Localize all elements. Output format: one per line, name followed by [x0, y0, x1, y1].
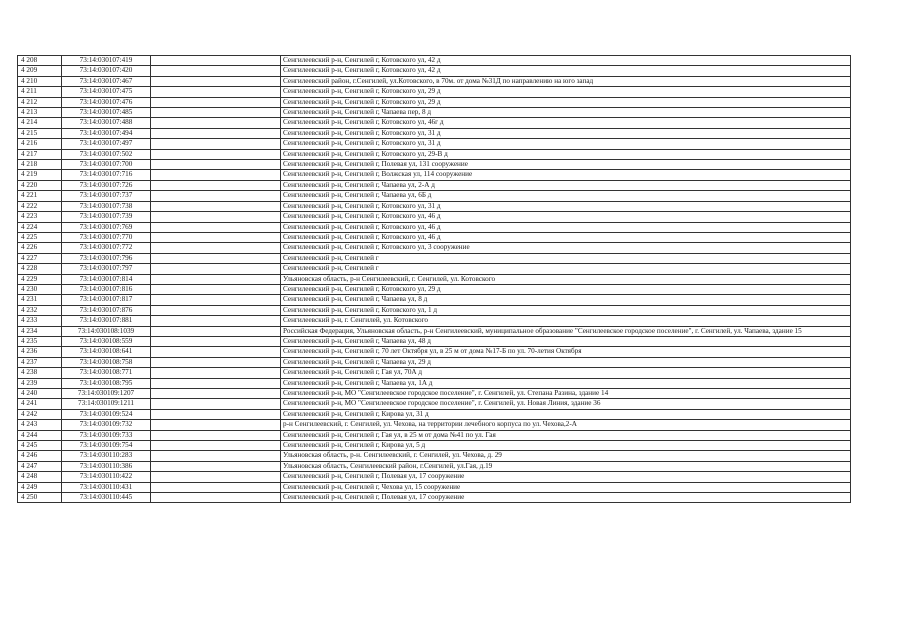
cadastral-number-cell: 73:14:030107:700 [62, 160, 151, 170]
cadastral-number-cell: 73:14:030108:1039 [62, 326, 151, 336]
address-cell: Сенгилеевский р-н, Сенгилей г, Чапаева ул, 1А д [281, 378, 851, 388]
cadastral-number-cell: 73:14:030109:524 [62, 409, 151, 419]
row-number-cell: 4 232 [18, 305, 62, 315]
table-row [18, 357, 851, 367]
row-number-cell: 4 250 [18, 493, 62, 503]
cadastral-number-cell: 73:14:030107:419 [62, 56, 151, 66]
row-number-cell: 4 226 [18, 243, 62, 253]
table-row [18, 232, 851, 242]
cadastral-number-cell: 73:14:030110:283 [62, 451, 151, 461]
table-row [18, 170, 851, 180]
empty-cell [151, 472, 281, 482]
empty-cell [151, 243, 281, 253]
cadastral-number-cell: 73:14:030107:881 [62, 316, 151, 326]
address-cell: Сенгилеевский р-н, Сенгилей г, Котовского ул, 31 д [281, 201, 851, 211]
row-number-cell: 4 229 [18, 274, 62, 284]
cadastral-number-cell: 73:14:030107:716 [62, 170, 151, 180]
row-number-cell: 4 246 [18, 451, 62, 461]
row-number-cell: 4 245 [18, 441, 62, 451]
address-cell: Сенгилеевский р-н, Сенгилей г, Волжская ул, 114 сооружение [281, 170, 851, 180]
address-cell: Сенгилеевский р-н, Сенгилей г, Котовского ул, 29 д [281, 284, 851, 294]
address-cell: Сенгилеевский р-н, МО "Сенгилеевское городское поселение", г. Сенгилей, ул. Степана Разина, здание 14 [281, 389, 851, 399]
cadastral-number-cell: 73:14:030109:732 [62, 420, 151, 430]
cadastral-number-cell: 73:14:030110:386 [62, 461, 151, 471]
row-number-cell: 4 209 [18, 66, 62, 76]
table-row [18, 108, 851, 118]
table-row [18, 97, 851, 107]
cadastral-number-cell: 73:14:030107:816 [62, 284, 151, 294]
table-row [18, 284, 851, 294]
address-cell: Сенгилеевский р-н, Сенгилей г, Котовского ул, 46г д [281, 118, 851, 128]
registry-table [17, 55, 851, 503]
cadastral-number-cell: 73:14:030107:476 [62, 97, 151, 107]
empty-cell [151, 87, 281, 97]
address-cell: Сенгилеевский р-н, Сенгилей г, Котовского ул, 29 д [281, 97, 851, 107]
empty-cell [151, 128, 281, 138]
table-row [18, 274, 851, 284]
row-number-cell: 4 214 [18, 118, 62, 128]
row-number-cell: 4 218 [18, 160, 62, 170]
table-row [18, 420, 851, 430]
address-cell: Сенгилеевский р-н, Сенгилей г, Чапаева ул, 2-А д [281, 180, 851, 190]
row-number-cell: 4 216 [18, 139, 62, 149]
cadastral-number-cell: 73:14:030109:1211 [62, 399, 151, 409]
cadastral-number-cell: 73:14:030107:467 [62, 76, 151, 86]
table-row [18, 180, 851, 190]
empty-cell [151, 389, 281, 399]
empty-cell [151, 368, 281, 378]
row-number-cell: 4 239 [18, 378, 62, 388]
row-number-cell: 4 248 [18, 472, 62, 482]
cadastral-number-cell: 73:14:030107:796 [62, 253, 151, 263]
table-row [18, 493, 851, 503]
empty-cell [151, 160, 281, 170]
address-cell: Сенгилеевский р-н, Сенгилей г, Котовского ул, 42 д [281, 56, 851, 66]
address-cell: Сенгилеевский р-н, Сенгилей г, Кирова ул, 31 д [281, 409, 851, 419]
table-row [18, 482, 851, 492]
empty-cell [151, 347, 281, 357]
address-cell: Сенгилеевский р-н, Сенгилей г, Чапаева ул, 48 д [281, 336, 851, 346]
empty-cell [151, 180, 281, 190]
empty-cell [151, 97, 281, 107]
address-cell: Сенгилеевский р-н, Сенгилей г, Котовского ул, 46 д [281, 222, 851, 232]
row-number-cell: 4 222 [18, 201, 62, 211]
empty-cell [151, 399, 281, 409]
address-cell: Российская Федерация, Ульяновская область, р-н Сенгилеевский, муниципальное образование "Сенгилеевское городское поселение", г. Сенгилей, ул. Чапаева, здание 15 [281, 326, 851, 336]
table-row [18, 264, 851, 274]
empty-cell [151, 274, 281, 284]
cadastral-number-cell: 73:14:030107:772 [62, 243, 151, 253]
table-row [18, 87, 851, 97]
row-number-cell: 4 242 [18, 409, 62, 419]
cadastral-number-cell: 73:14:030109:1207 [62, 389, 151, 399]
empty-cell [151, 430, 281, 440]
address-cell: Сенгилеевский р-н, Сенгилей г, Чапаева ул, 6Б д [281, 191, 851, 201]
cadastral-number-cell: 73:14:030107:876 [62, 305, 151, 315]
cadastral-number-cell: 73:14:030109:733 [62, 430, 151, 440]
empty-cell [151, 76, 281, 86]
address-cell: Сенгилеевский р-н, МО "Сенгилеевское городское поселение", г. Сенгилей, ул. Новая Линия, здание 36 [281, 399, 851, 409]
cadastral-number-cell: 73:14:030108:641 [62, 347, 151, 357]
cadastral-number-cell: 73:14:030107:770 [62, 232, 151, 242]
empty-cell [151, 461, 281, 471]
row-number-cell: 4 215 [18, 128, 62, 138]
empty-cell [151, 336, 281, 346]
table-row [18, 441, 851, 451]
row-number-cell: 4 241 [18, 399, 62, 409]
address-cell: Сенгилеевский район, г.Сенгилей, ул.Котовского, в 70м. от дома №31Д по направлению на юго запад [281, 76, 851, 86]
address-cell: Сенгилеевский р-н, Сенгилей г, Котовского ул, 3 сооружение [281, 243, 851, 253]
cadastral-number-cell: 73:14:030107:726 [62, 180, 151, 190]
address-cell: Сенгилеевский р-н, Сенгилей г, Кирова ул, 5 д [281, 441, 851, 451]
table-row [18, 409, 851, 419]
address-cell: р-н Сенгилеевский, г. Сенгилей, ул. Чехова, на территории лечебного корпуса по ул. Чехова,2-А [281, 420, 851, 430]
row-number-cell: 4 221 [18, 191, 62, 201]
table-row [18, 201, 851, 211]
cadastral-number-cell: 73:14:030108:758 [62, 357, 151, 367]
empty-cell [151, 191, 281, 201]
table-row [18, 368, 851, 378]
address-cell: Сенгилеевский р-н, Сенгилей г [281, 253, 851, 263]
row-number-cell: 4 243 [18, 420, 62, 430]
table-row [18, 451, 851, 461]
table-row [18, 149, 851, 159]
empty-cell [151, 409, 281, 419]
table-row [18, 461, 851, 471]
cadastral-number-cell: 73:14:030107:738 [62, 201, 151, 211]
address-cell: Сенгилеевский р-н, Сенгилей г, Котовского ул, 31 д [281, 139, 851, 149]
table-row [18, 336, 851, 346]
row-number-cell: 4 234 [18, 326, 62, 336]
address-cell: Сенгилеевский р-н, Сенгилей г, Котовского ул, 46 д [281, 232, 851, 242]
table-row [18, 253, 851, 263]
empty-cell [151, 264, 281, 274]
table-row [18, 212, 851, 222]
cadastral-number-cell: 73:14:030107:737 [62, 191, 151, 201]
address-cell: Сенгилеевский р-н, Сенгилей г, Полевая ул, 131 сооружение [281, 160, 851, 170]
empty-cell [151, 66, 281, 76]
cadastral-number-cell: 73:14:030107:739 [62, 212, 151, 222]
address-cell: Сенгилеевский р-н, Сенгилей г, Котовского ул, 46 д [281, 212, 851, 222]
cadastral-number-cell: 73:14:030110:431 [62, 482, 151, 492]
empty-cell [151, 420, 281, 430]
table-row [18, 243, 851, 253]
empty-cell [151, 232, 281, 242]
address-cell: Ульяновская область, Сенгилеевский район, г.Сенгилей, ул.Гая, д.19 [281, 461, 851, 471]
empty-cell [151, 451, 281, 461]
table-row [18, 76, 851, 86]
row-number-cell: 4 249 [18, 482, 62, 492]
address-cell: Сенгилеевский р-н, Сенгилей г, Чапаева ул, 29 д [281, 357, 851, 367]
table-row [18, 56, 851, 66]
empty-cell [151, 139, 281, 149]
address-cell: Сенгилеевский р-н, г. Сенгилей, ул. Котовского [281, 316, 851, 326]
cadastral-number-cell: 73:14:030108:559 [62, 336, 151, 346]
row-number-cell: 4 237 [18, 357, 62, 367]
table-row [18, 472, 851, 482]
row-number-cell: 4 235 [18, 336, 62, 346]
cadastral-number-cell: 73:14:030107:485 [62, 108, 151, 118]
address-cell: Сенгилеевский р-н, Сенгилей г, Котовского ул, 1 д [281, 305, 851, 315]
table-row [18, 118, 851, 128]
address-cell: Сенгилеевский р-н, Сенгилей г, Полевая ул, 17 сооружение [281, 472, 851, 482]
cadastral-number-cell: 73:14:030107:497 [62, 139, 151, 149]
row-number-cell: 4 233 [18, 316, 62, 326]
row-number-cell: 4 228 [18, 264, 62, 274]
empty-cell [151, 326, 281, 336]
empty-cell [151, 170, 281, 180]
cadastral-number-cell: 73:14:030107:502 [62, 149, 151, 159]
row-number-cell: 4 211 [18, 87, 62, 97]
cadastral-number-cell: 73:14:030110:422 [62, 472, 151, 482]
empty-cell [151, 201, 281, 211]
empty-cell [151, 441, 281, 451]
empty-cell [151, 378, 281, 388]
empty-cell [151, 108, 281, 118]
row-number-cell: 4 231 [18, 295, 62, 305]
cadastral-number-cell: 73:14:030107:797 [62, 264, 151, 274]
row-number-cell: 4 225 [18, 232, 62, 242]
empty-cell [151, 295, 281, 305]
empty-cell [151, 284, 281, 294]
table-row [18, 191, 851, 201]
row-number-cell: 4 238 [18, 368, 62, 378]
table-row [18, 347, 851, 357]
empty-cell [151, 316, 281, 326]
table-row [18, 378, 851, 388]
address-cell: Ульяновская область, р-н. Сенгилеевский, г. Сенгилей, ул. Чехова, д. 29 [281, 451, 851, 461]
table-body [18, 56, 851, 503]
empty-cell [151, 118, 281, 128]
address-cell: Сенгилеевский р-н, Сенгилей г [281, 264, 851, 274]
row-number-cell: 4 212 [18, 97, 62, 107]
cadastral-number-cell: 73:14:030107:817 [62, 295, 151, 305]
address-cell: Сенгилеевский р-н, Сенгилей г, Котовского ул, 42 д [281, 66, 851, 76]
row-number-cell: 4 236 [18, 347, 62, 357]
row-number-cell: 4 210 [18, 76, 62, 86]
empty-cell [151, 56, 281, 66]
row-number-cell: 4 230 [18, 284, 62, 294]
cadastral-number-cell: 73:14:030108:771 [62, 368, 151, 378]
table-row [18, 399, 851, 409]
empty-cell [151, 305, 281, 315]
address-cell: Сенгилеевский р-н, Сенгилей г, 70 лет Октября ул, в 25 м от дома №17-Б по ул. 70-летия Октября [281, 347, 851, 357]
cadastral-number-cell: 73:14:030107:494 [62, 128, 151, 138]
address-cell: Сенгилеевский р-н, Сенгилей г, Чапаева пер, 8 д [281, 108, 851, 118]
table-row [18, 160, 851, 170]
cadastral-number-cell: 73:14:030108:795 [62, 378, 151, 388]
empty-cell [151, 253, 281, 263]
address-cell: Сенгилеевский р-н, Сенгилей г, Чехова ул, 15 сооружение [281, 482, 851, 492]
empty-cell [151, 149, 281, 159]
row-number-cell: 4 219 [18, 170, 62, 180]
row-number-cell: 4 227 [18, 253, 62, 263]
cadastral-number-cell: 73:14:030107:475 [62, 87, 151, 97]
row-number-cell: 4 240 [18, 389, 62, 399]
table-row [18, 305, 851, 315]
address-cell: Сенгилеевский р-н, Сенгилей г, Котовского ул, 31 д [281, 128, 851, 138]
table-row [18, 66, 851, 76]
address-cell: Сенгилеевский р-н, Сенгилей г, Чапаева ул, 8 д [281, 295, 851, 305]
row-number-cell: 4 223 [18, 212, 62, 222]
empty-cell [151, 222, 281, 232]
row-number-cell: 4 217 [18, 149, 62, 159]
table-row [18, 389, 851, 399]
cadastral-number-cell: 73:14:030109:754 [62, 441, 151, 451]
cadastral-number-cell: 73:14:030107:420 [62, 66, 151, 76]
table-row [18, 316, 851, 326]
empty-cell [151, 482, 281, 492]
table-row [18, 222, 851, 232]
cadastral-number-cell: 73:14:030107:488 [62, 118, 151, 128]
address-cell: Ульяновская область, р-н Сенгилеевский, г. Сенгилей, ул. Котовского [281, 274, 851, 284]
cadastral-number-cell: 73:14:030107:769 [62, 222, 151, 232]
empty-cell [151, 212, 281, 222]
address-cell: Сенгилеевский р-н, Сенгилей г, Котовского ул, 29 д [281, 87, 851, 97]
empty-cell [151, 493, 281, 503]
cadastral-number-cell: 73:14:030107:814 [62, 274, 151, 284]
empty-cell [151, 357, 281, 367]
row-number-cell: 4 208 [18, 56, 62, 66]
table-row [18, 139, 851, 149]
address-cell: Сенгилеевский р-н, Сенгилей г, Гая ул, 70А д [281, 368, 851, 378]
address-cell: Сенгилеевский р-н, Сенгилей г, Котовского ул, 29-В д [281, 149, 851, 159]
row-number-cell: 4 244 [18, 430, 62, 440]
table-row [18, 295, 851, 305]
table-row [18, 128, 851, 138]
address-cell: Сенгилеевский р-н, Сенгилей г, Полевая ул, 17 сооружение [281, 493, 851, 503]
cadastral-number-cell: 73:14:030110:445 [62, 493, 151, 503]
row-number-cell: 4 213 [18, 108, 62, 118]
table-row [18, 326, 851, 336]
row-number-cell: 4 247 [18, 461, 62, 471]
address-cell: Сенгилеевский р-н, Сенгилей г, Гая ул, в 25 м от дома №41 по ул. Гая [281, 430, 851, 440]
row-number-cell: 4 224 [18, 222, 62, 232]
table-row [18, 430, 851, 440]
row-number-cell: 4 220 [18, 180, 62, 190]
